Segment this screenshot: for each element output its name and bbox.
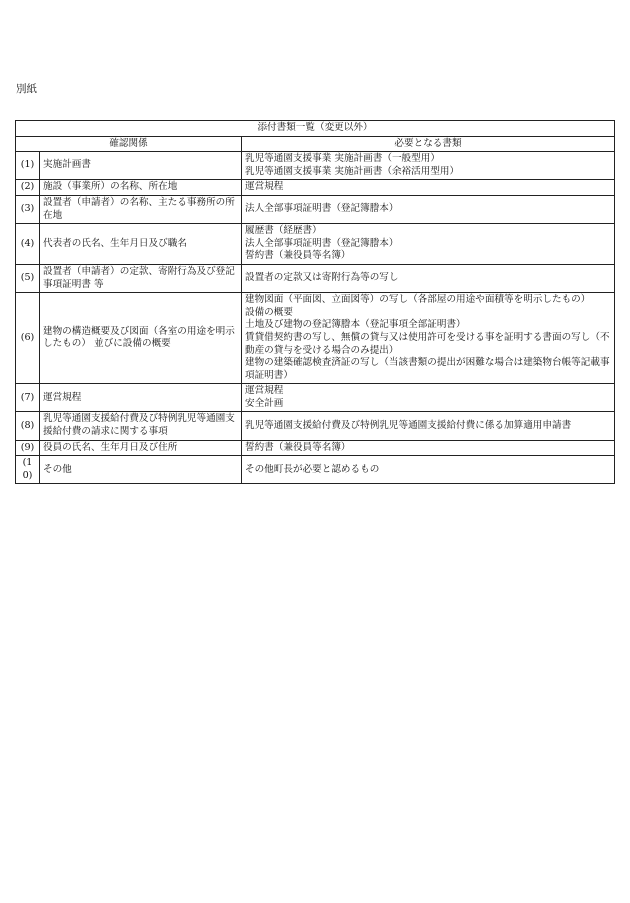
row-number: (6) — [16, 293, 40, 384]
row-category: 実施計画書 — [40, 152, 242, 180]
row-category: その他 — [40, 456, 242, 484]
table-row — [16, 384, 615, 412]
table-title-row — [16, 121, 615, 137]
table-row — [16, 152, 615, 180]
table-row — [16, 440, 615, 456]
table-header-row — [16, 136, 615, 152]
row-documents — [242, 412, 615, 440]
row-number: (8) — [16, 412, 40, 440]
row-documents — [242, 456, 615, 484]
row-documents — [242, 195, 615, 223]
document-item: 賃貸借契約書の写し、無償の貸与又は使用許可を受ける事を証明する書面の写し（不動産の貸与を受ける場合のみ提出） — [245, 331, 610, 356]
row-category: 施設（事業所）の名称、所在地 — [40, 180, 242, 196]
document-item: 運営規程 — [245, 385, 284, 397]
document-item: 建物の建築確認検査済証の写し（当該書類の提出が困難な場合は建築物台帳等記載事項証明書） — [245, 357, 610, 381]
document-item: 安全計画 — [245, 397, 284, 409]
header-documents: 必要となる書類 — [242, 136, 615, 152]
document-item: 運営規程 — [245, 181, 284, 193]
row-category: 乳児等通園支援給付費及び特例乳児等通園支援給付費の請求に関する事項 — [40, 412, 242, 440]
row-documents — [242, 264, 615, 292]
document-item: その他町長が必要と認めるもの — [245, 463, 380, 475]
header-category: 確認関係 — [16, 136, 242, 152]
table-row — [16, 180, 615, 196]
row-number: (2) — [16, 180, 40, 196]
row-number: (3) — [16, 195, 40, 223]
document-item: 乳児等通園支援事業 実施計画書（余裕活用型用） — [245, 165, 460, 177]
row-category: 代表者の氏名、生年月日及び職名 — [40, 224, 242, 265]
row-category: 設置者（申請者）の名称、主たる事務所の所在地 — [40, 195, 242, 223]
row-category: 建物の構造概要及び図面（各室の用途を明示したもの） 並びに設備の概要 — [40, 293, 242, 384]
row-documents — [242, 293, 615, 384]
document-item: 乳児等通園支援給付費及び特例乳児等通園支援給付費に係る加算適用申請書 — [245, 419, 572, 431]
row-category: 役員の氏名、生年月日及び住所 — [40, 440, 242, 456]
document-item: 設備の概要 — [245, 306, 293, 318]
document-item: 乳児等通園支援事業 実施計画書（一般型用） — [245, 153, 440, 165]
row-number: (5) — [16, 264, 40, 292]
row-category: 設置者（申請者）の定款、寄附行為及び登記事項証明書 等 — [40, 264, 242, 292]
document-item: 土地及び建物の登記簿謄本（登記事項全部証明書） — [245, 319, 466, 331]
document-item: 法人全部事項証明書（登記簿謄本） — [245, 237, 399, 249]
table-title: 添付書類一覧（変更以外） — [16, 121, 615, 137]
attachment-documents-table — [15, 120, 615, 484]
document-item: 建物図面（平面図、立面図等）の写し（各部屋の用途や面積等を明示したもの） — [245, 294, 591, 306]
document-item: 履歴書（経歴書） — [245, 225, 322, 237]
document-item: 法人全部事項証明書（登記簿謄本） — [245, 203, 399, 215]
row-number: (10) — [16, 456, 40, 484]
document-item: 誓約書（兼役員等名簿） — [245, 441, 351, 453]
row-number: (4) — [16, 224, 40, 265]
table-row — [16, 293, 615, 384]
row-category: 運営規程 — [40, 384, 242, 412]
row-number: (1) — [16, 152, 40, 180]
document-item: 誓約書（兼役員等名簿） — [245, 250, 351, 262]
table-row — [16, 412, 615, 440]
table-row — [16, 264, 615, 292]
row-documents — [242, 440, 615, 456]
table-row — [16, 195, 615, 223]
row-number: (9) — [16, 440, 40, 456]
row-documents — [242, 384, 615, 412]
document-item: 設置者の定款又は寄附行為等の写し — [245, 272, 399, 284]
row-number: (7) — [16, 384, 40, 412]
row-documents — [242, 180, 615, 196]
table-row — [16, 456, 615, 484]
table-row — [16, 224, 615, 265]
attachment-label: 別紙 — [16, 83, 37, 95]
row-documents — [242, 224, 615, 265]
row-documents — [242, 152, 615, 180]
